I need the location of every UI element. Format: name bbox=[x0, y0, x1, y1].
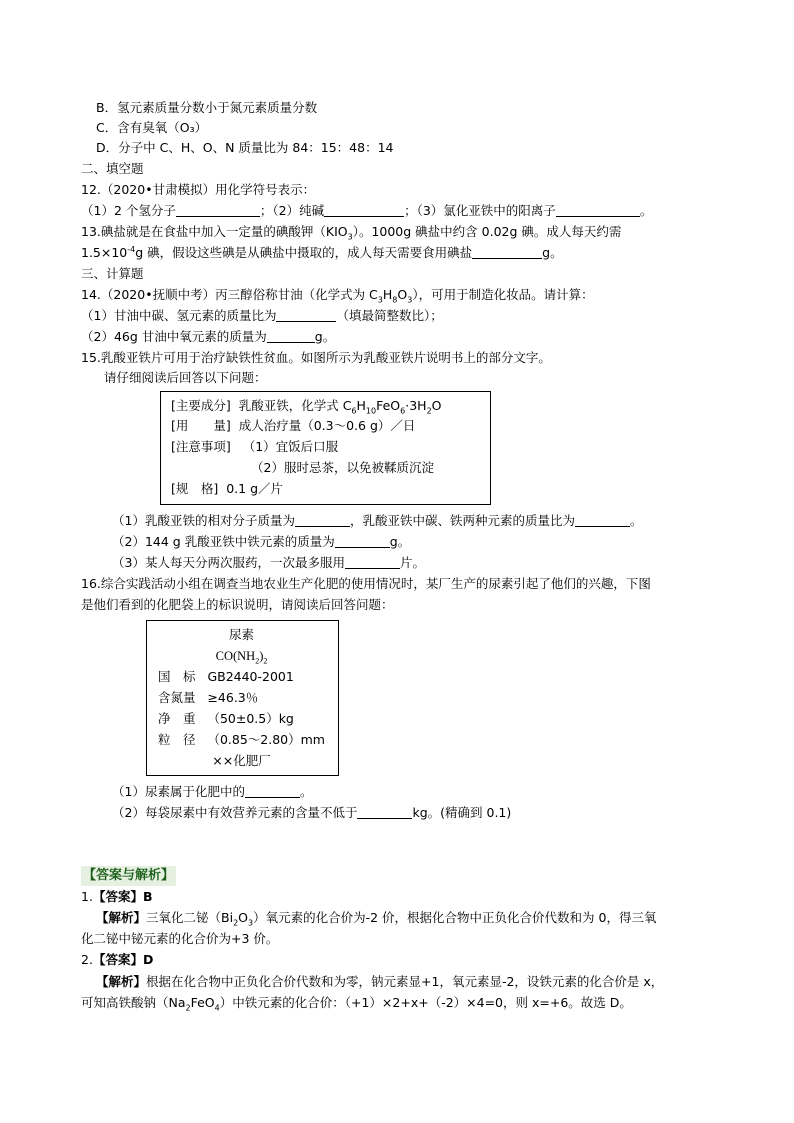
answer-blank[interactable] bbox=[335, 534, 390, 548]
q16-box-title: 尿素 bbox=[228, 627, 254, 642]
q13-line-2: $1.5\times 10^{-4}g$ 碘，假设这些碘是从碘盐中摄取的，成人每天需要食用碘盐 g。 bbox=[81, 244, 563, 260]
answer-blank[interactable] bbox=[276, 308, 336, 322]
q15-box-row-notes: [注意事项] （1）宜饭后口服 bbox=[171, 439, 339, 454]
q14-stem: 14.（2020•抚顺中考）丙三醇俗称甘油（化学式为 $C_3H_8O_3$），可用于制造化妆品。请计算： bbox=[81, 287, 594, 305]
answer-2-explanation-line-1: 【解析】根据在化合物中正负化合价代数和为零，钠元素显+1，氧元素显-2，设铁元素的化合价是 x， bbox=[96, 974, 664, 989]
q16-box-row-standard: 国 标 GB2440-2001 bbox=[158, 669, 294, 684]
answer-blank[interactable] bbox=[295, 513, 350, 527]
q11-option-b: B．氢元素质量分数小于氮元素质量分数 bbox=[96, 100, 318, 115]
q16-box-row-size: 粒 径 （0.85～2.80）mm bbox=[158, 732, 325, 747]
q16-part-2: （2）每袋尿素中有效营养元素的含量不低于 kg。(精确到 0.1) bbox=[112, 805, 512, 820]
q15-part-3: （3）某人每天分两次服药，一次最多服用 片。 bbox=[112, 555, 425, 570]
answer-blank[interactable] bbox=[575, 513, 630, 527]
answer-blank[interactable] bbox=[176, 203, 260, 217]
q15-box-row-notes-2: （2）服时忌茶，以免被鞣质沉淀 bbox=[251, 460, 434, 475]
answer-blank[interactable] bbox=[267, 329, 315, 343]
q14-part-1: （1）甘油中碳、氢元素的质量比为 （填最简整数比）； bbox=[81, 308, 443, 323]
section-fill-in-heading: 二、填空题 bbox=[81, 161, 144, 176]
q15-box-row-dosage: [用 量] 成人治疗量（0.3～0.6 g）／日 bbox=[171, 418, 416, 433]
q16-box-formula: $CO(NH_2)_2$ bbox=[215, 649, 268, 666]
answer-1: 1.【答案】B bbox=[81, 889, 153, 904]
q12-stem: 12.（2020•甘肃模拟）用化学符号表示： bbox=[81, 182, 316, 197]
answer-1-explanation-line-1: 【解析】三氧化二铋$(Bi_2O_3)$氧元素的化合价为-2 价，根据化合物中正负化合价代数和为 0，得三氧 bbox=[96, 910, 657, 928]
answer-blank[interactable] bbox=[245, 784, 300, 798]
q15-lead: 请仔细阅读后回答以下问题： bbox=[104, 370, 267, 385]
answer-blank[interactable] bbox=[472, 245, 542, 259]
q11-option-c: C．含有臭氧（O₃） bbox=[96, 120, 208, 135]
q15-part-2: （2）144 g 乳酸亚铁中铁元素的质量为 g。 bbox=[112, 534, 411, 549]
answer-1-explanation-line-2: 化二铋中铋元素的化合价为+3 价。 bbox=[81, 931, 279, 946]
q16-part-1: （1）尿素属于化肥中的 。 bbox=[112, 784, 313, 799]
answer-blank[interactable] bbox=[357, 805, 412, 819]
q15-box-row-ingredient: [主要成分] 乳酸亚铁，化学式 $C_6H_{10}FeO_6\cdot 3H_2O$ bbox=[171, 398, 442, 416]
q16-box-row-weight: 净 重 （50±0.5）kg bbox=[158, 711, 294, 726]
answers-heading: 【答案与解析】 bbox=[81, 866, 176, 886]
answer-2: 2.【答案】D bbox=[81, 952, 154, 967]
q12-parts: （1）2 个氢分子 ；（2）纯碱 ；（3）氯化亚铁中的阳离子 。 bbox=[81, 203, 653, 218]
q16-box-row-nitrogen: 含氮量 ≥46.3％ bbox=[158, 690, 259, 705]
q11-option-d: D．分子中 C、H、O、N 质量比为 84：15：48：14 bbox=[96, 140, 394, 155]
q13-line-1: 13.碘盐就是在食盐中加入一定量的碘酸钾$(KIO_3)$。1000g 碘盐中约含 0.02g 碘。成人每天约需 bbox=[81, 224, 622, 242]
answer-2-explanation-line-2: 可知高铁酸钠$(Na_2FeO_4)$中铁元素的化合价：（+1）×2+x+（-2）×4=0，则 x=+6。故选 D。 bbox=[81, 995, 632, 1013]
q15-box-row-spec: [规 格] 0.1 g／片 bbox=[171, 481, 284, 496]
answer-blank[interactable] bbox=[556, 203, 640, 217]
q15-stem: 15.乳酸亚铁片可用于治疗缺铁性贫血。如图所示为乳酸亚铁片说明书上的部分文字。 bbox=[81, 350, 551, 365]
q16-stem-line-1: 16.综合实践活动小组在调查当地农业生产化肥的使用情况时，某厂生产的尿素引起了他们的兴趣，下图 bbox=[81, 576, 651, 591]
q15-part-1: （1）乳酸亚铁的相对分子质量为 ，乳酸亚铁中碳、铁两种元素的质量比为 。 bbox=[112, 513, 643, 528]
q16-box-factory: ××化肥厂 bbox=[212, 753, 271, 768]
section-calculation-heading: 三、计算题 bbox=[81, 266, 144, 281]
q14-part-2: （2）46g 甘油中氧元素的质量为 g。 bbox=[81, 329, 336, 344]
answer-blank[interactable] bbox=[324, 203, 404, 217]
answer-blank[interactable] bbox=[345, 555, 400, 569]
q16-stem-line-2: 是他们看到的化肥袋上的标识说明，请阅读后回答问题： bbox=[81, 597, 394, 612]
